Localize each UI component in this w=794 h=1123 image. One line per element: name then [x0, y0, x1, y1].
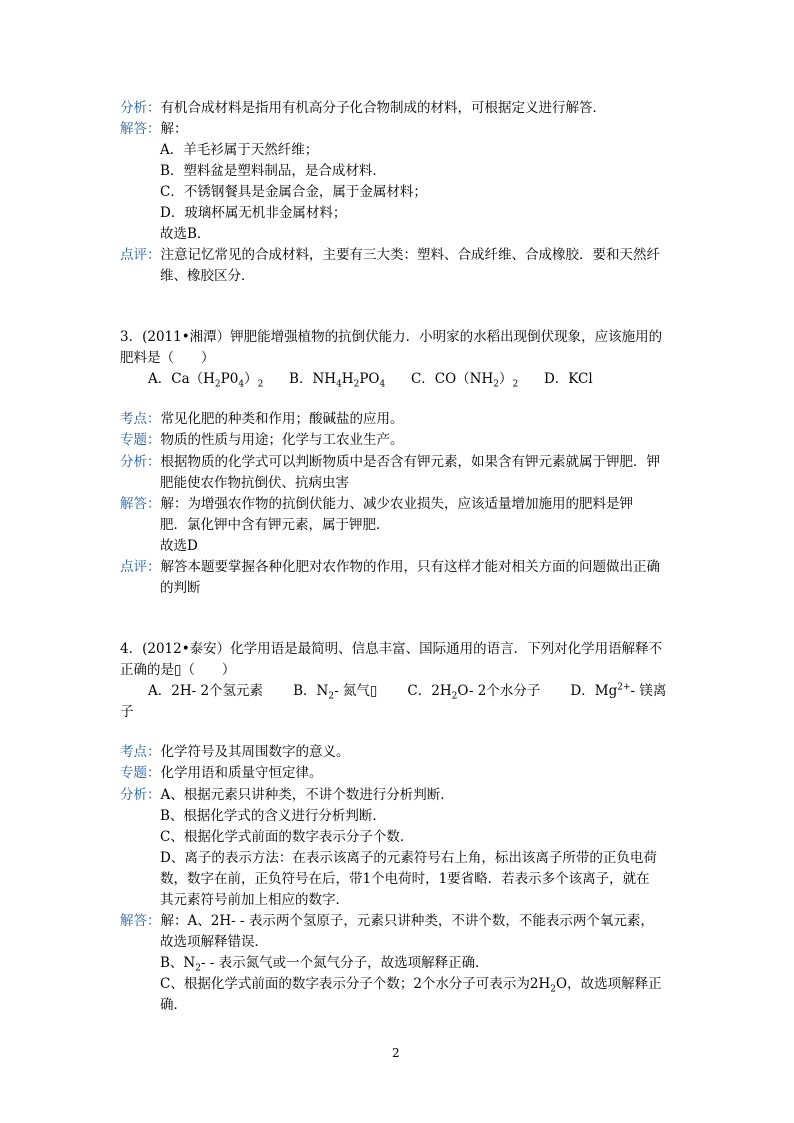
answer-line: D．玻璃杯属无机非金属材料；: [160, 205, 347, 221]
analysis-line: 数，数字在前，正负符号在后，带1个电荷时，1要省略．若表示多个该离子，就在: [160, 871, 650, 887]
answer-text: 解：A、2H- - 表示两个氢原子，元素只讲种类，不讲个数，不能表示两个氧元素，: [160, 913, 654, 929]
answer-choice: 故选D: [160, 538, 198, 554]
option-a: A．$Ca(H_2P0_4)_2$: [148, 371, 264, 390]
answer-text: 解：为增强农作物的抗倒伏能力、减少农业损失，应该适量增加施用的肥料是钾: [160, 496, 633, 512]
comment-text: 解答本题要掌握各种化肥对农作物的作用，只有这样才能对相关方面的问题做出正确: [160, 559, 660, 575]
option-b: B．$NH_4H_2PO_4$: [289, 371, 386, 390]
analysis-text: 有机合成材料是指用有机高分子化合物制成的材料，可根据定义进行解答．: [160, 100, 606, 116]
point-label: 考点：: [120, 744, 161, 760]
answer-continuation: 故选项解释错误．: [160, 934, 268, 950]
comment-row: [120, 244, 660, 266]
analysis-row: [120, 97, 606, 119]
answer-line: A．羊毛衫属于天然纤维；: [160, 142, 319, 158]
analysis-text: 根据物质的化学式可以判断物质中是否含有钾元素，如果含有钾元素就属于钾肥．钾: [160, 454, 660, 470]
analysis-label: 分析：: [120, 100, 161, 116]
analysis-label: 分析：: [120, 454, 161, 470]
topic-text: 化学用语和质量守恒定律。: [160, 765, 323, 781]
analysis-row: [120, 451, 660, 473]
question-4-options: [148, 680, 666, 702]
option-d: D．$Mg^{2+}-$ 镁离: [570, 682, 667, 699]
answer-label: 解答：: [120, 496, 161, 512]
analysis-row: [120, 784, 454, 806]
point-row: [120, 408, 404, 430]
answer-row: [120, 910, 654, 932]
analysis-continuation: 肥能使农作物抗倒伏、抗病虫害: [160, 475, 349, 491]
option-d: D．KCl: [543, 371, 593, 387]
page-number: 2: [392, 1046, 400, 1060]
analysis-text: A、根据元素只讲种类，不讲个数进行分析判断．: [160, 787, 454, 803]
answer-label: 解答：: [120, 121, 161, 137]
point-label: 考点：: [120, 411, 161, 427]
topic-row: [120, 429, 404, 451]
question-3-options: [148, 368, 593, 390]
question-4-stem: 4．(2012•泰安）化学用语是最简明、信息丰富、国际通用的语言．下列对化学用语解释不: [120, 641, 663, 657]
answer-row: [120, 118, 188, 140]
option-b: B．$N_2-$ 氮气▯: [293, 683, 378, 702]
comment-continuation: 的判断: [160, 580, 201, 596]
option-d-wrap: 子: [120, 704, 134, 720]
topic-text: 物质的性质与用途；化学与工农业生产。: [160, 432, 404, 448]
answer-line: 故选B．: [160, 226, 211, 242]
topic-label: 专题：: [120, 432, 161, 448]
answer-line: C．不锈钢餐具是金属合金，属于金属材料；: [160, 184, 427, 200]
option-c: C．$2H_2O-$ 2个水分子: [407, 683, 541, 702]
answer-lead: 解：: [160, 121, 188, 137]
topic-label: 专题：: [120, 765, 161, 781]
comment-continuation: 维、橡胶区分．: [160, 268, 255, 284]
answer-continuation: 肥．氯化钾中含有钾元素，属于钾肥．: [160, 517, 390, 533]
answer-continuation: 确．: [160, 997, 187, 1013]
comment-text: 注意记忆常见的合成材料，主要有三大类：塑料、合成纤维、合成橡胶．要和天然纤: [160, 247, 660, 263]
option-c: C．$CO(NH_2)_2$: [410, 371, 519, 390]
point-row: [120, 741, 350, 763]
answer-line: C、根据化学式前面的数字表示分子个数；2个水分子可表示为$2H_2O$，故选项解释正: [160, 976, 662, 995]
question-3-stem-cont: 肥料是（ ）: [120, 350, 215, 366]
answer-line: B．塑料盆是塑料制品，是合成材料．: [160, 163, 386, 179]
analysis-line: D、离子的表示方法：在表示该离子的元素符号右上角，标出该离子所带的正负电荷: [160, 850, 657, 866]
point-text: 化学符号及其周围数字的意义。: [160, 744, 350, 760]
answer-label: 解答：: [120, 913, 161, 929]
analysis-line: B、根据化学式的含义进行分析判断．: [160, 808, 386, 824]
topic-row: [120, 762, 323, 784]
comment-label: 点评：: [120, 559, 161, 575]
analysis-line: 其元素符号前加上相应的数字．: [160, 892, 349, 908]
comment-label: 点评：: [120, 247, 161, 263]
question-3-stem: 3．(2011•湘潭）钾肥能增强植物的抗倒伏能力．小明家的水稻出现倒伏现象，应该施用的: [120, 329, 663, 345]
point-text: 常见化肥的种类和作用；酸碱盐的应用。: [160, 411, 404, 427]
analysis-label: 分析：: [120, 787, 161, 803]
comment-row: [120, 556, 660, 578]
question-4-stem-cont: 正确的是▯（ ）: [120, 662, 236, 678]
answer-row: [120, 493, 633, 515]
option-a: A．2H- 2个氢元素: [148, 683, 264, 699]
answer-line: B、$N_2-$ - 表示氮气或一个氮气分子，故选项解释正确．: [160, 955, 489, 974]
analysis-line: C、根据化学式前面的数字表示分子个数．: [160, 829, 414, 845]
